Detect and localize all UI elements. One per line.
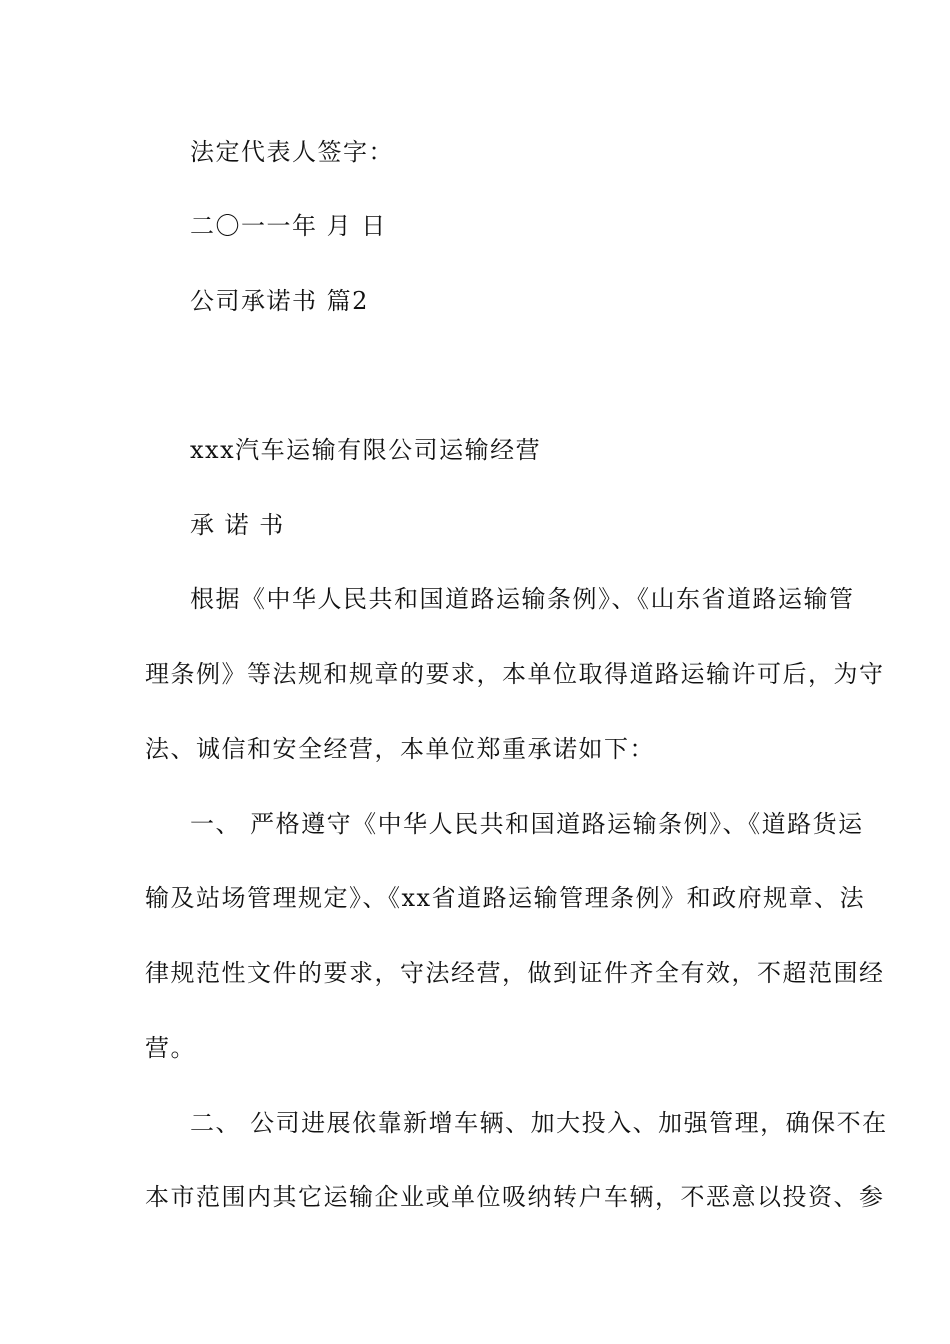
clause-1-line: 输及站场管理规定》、《xx省道路运输管理条例》和政府规章、法 [145,884,866,912]
document-title: 承 诺 书 [190,511,285,539]
paragraph-line: 法、诚信和安全经营，本单位郑重承诺如下： [145,735,655,763]
clause-2-line: 本市范围内其它运输企业或单位吸纳转户车辆，不恶意以投资、参 [145,1183,885,1211]
paragraph-line: 理条例》等法规和规章的要求，本单位取得道路运输许可后，为守 [145,660,885,688]
paragraph-line: 根据《中华人民共和国道路运输条例》、《山东省道路运输管 [190,585,855,613]
clause-2-line: 二、 公司进展依靠新增车辆、加大投入、加强管理，确保不在 [190,1109,888,1137]
clause-1-line: 营。 [145,1034,196,1062]
section-heading: 公司承诺书 篇2 [190,287,369,315]
company-title: xxx汽车运输有限公司运输经营 [190,436,542,464]
clause-1-line: 一、 严格遵守《中华人民共和国道路运输条例》、《道路货运 [190,810,864,838]
clause-1-line: 律规范性文件的要求，守法经营，做到证件齐全有效，不超范围经 [145,959,885,987]
signature-line: 法定代表人签字： [190,138,394,166]
date-line: 二〇一一年 月 日 [190,212,387,240]
